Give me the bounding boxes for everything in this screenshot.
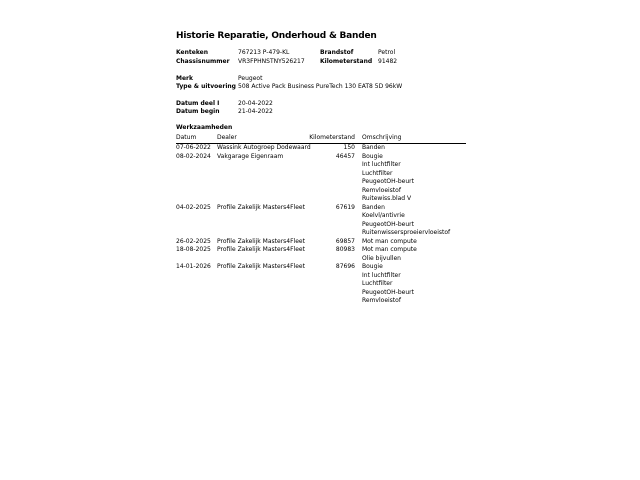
cell-dealer: Wassink Autogroep Dodewaard [217,144,311,151]
header-kilometerstand: Kilometerstand [309,133,355,141]
omschrijving-line: Int luchtfilter [362,161,401,168]
omschrijving-line: Ruitewiss.blad V [362,195,412,202]
omschrijving-line: Banden [362,203,385,211]
row-kenteken-brandstof [176,49,468,58]
omschrijving-line: Olie bijvullen [362,254,401,262]
kenteken-label: Kenteken [176,49,208,56]
vehicle-type-block [176,75,468,92]
row-datum-deel1 [176,100,468,109]
chassisnummer-value: VR3FPHNSTNY526217 [238,57,305,65]
kenteken-value: 767213 P-479-KL [238,49,290,56]
type-uitvoering-value: 508 Active Pack Business PureTech 130 EAT8 5D 96kW [238,83,403,90]
type-uitvoering-label: Type & uitvoering [176,83,236,90]
row-merk [176,75,468,84]
cell-dealer: Profile Zakelijk Masters4Fleet [217,237,305,245]
cell-kilometerstand: 80983 [335,246,355,253]
row-datum-begin [176,108,468,117]
omschrijving-line: Banden [362,144,385,151]
header-dealer: Dealer [217,133,237,141]
cell-kilometerstand: 67619 [335,203,355,211]
omschrijving-line: Remvloeistof [362,297,401,304]
werkzaamheden-table-body [176,144,466,306]
page-title: Historie Reparatie, Onderhoud & Banden [176,31,377,41]
omschrijving-line: Ruitenwissersproeiervloeistof [362,229,451,236]
brandstof-value: Petrol [378,49,396,56]
cell-omschrijving [362,144,466,153]
omschrijving-line: Koelvl/antivrie [362,212,405,219]
omschrijving-line: Remvloeistof [362,186,401,194]
datum-deel1-value: 20-04-2022 [238,99,273,107]
datum-begin-value: 21-04-2022 [238,108,273,115]
cell-omschrijving [362,246,466,263]
cell-kilometerstand: 46457 [335,152,355,160]
omschrijving-line: PeugeotOH-beurt [362,288,414,296]
row-type-uitvoering [176,83,468,92]
dates-block [176,100,468,117]
cell-datum: 08-02-2024 [176,152,211,160]
cell-datum: 18-08-2025 [176,246,211,253]
werkzaamheden-row [176,153,466,204]
header-datum: Datum [176,133,197,141]
cell-datum: 04-02-2025 [176,203,211,211]
omschrijving-line: Bougie [362,263,383,270]
cell-dealer: Profile Zakelijk Masters4Fleet [217,203,305,211]
cell-datum: 26-02-2025 [176,237,211,245]
omschrijving-line: PeugeotOH-beurt [362,220,414,228]
cell-datum: 07-06-2022 [176,144,211,151]
werkzaamheden-row [176,263,466,306]
cell-kilometerstand: 69857 [335,237,355,245]
cell-dealer: Profile Zakelijk Masters4Fleet [217,246,305,253]
cell-dealer: Vakgarage Eigenraam [217,152,284,160]
cell-omschrijving [362,238,466,247]
omschrijving-line: Luchtfilter [362,280,393,287]
chassisnummer-label: Chassisnummer [176,57,230,65]
datum-deel1-label: Datum deel I [176,99,220,107]
cell-kilometerstand: 87696 [335,263,355,270]
header-omschrijving: Omschrijving [362,133,402,141]
brandstof-label: Brandstof [320,49,354,56]
cell-kilometerstand: 150 [343,144,355,151]
omschrijving-line: Int luchtfilter [362,271,401,279]
werkzaamheden-row [176,238,466,247]
merk-label: Merk [176,74,193,82]
cell-omschrijving [362,263,466,306]
cell-dealer: Profile Zakelijk Masters4Fleet [217,263,305,270]
omschrijving-line: Mot man compute [362,246,417,253]
werkzaamheden-row [176,144,466,153]
werkzaamheden-section-title: Werkzaamheden [176,124,233,131]
werkzaamheden-row [176,246,466,263]
werkzaamheden-row [176,204,466,238]
kilometerstand-value: 91482 [378,57,398,65]
omschrijving-line: Luchtfilter [362,169,393,177]
werkzaamheden-table-header [176,134,466,145]
datum-begin-label: Datum begin [176,108,220,115]
kilometerstand-label: Kilometerstand [320,57,373,65]
omschrijving-line: PeugeotOH-beurt [362,178,414,185]
cell-omschrijving [362,204,466,238]
cell-omschrijving [362,153,466,204]
omschrijving-line: Bougie [362,152,383,160]
row-chassisnummer-kilometerstand [176,58,468,67]
werkzaamheden-table [176,134,466,306]
omschrijving-line: Mot man compute [362,237,417,245]
merk-value: Peugeot [238,74,263,82]
cell-datum: 14-01-2026 [176,263,211,270]
vehicle-id-block [176,49,468,66]
